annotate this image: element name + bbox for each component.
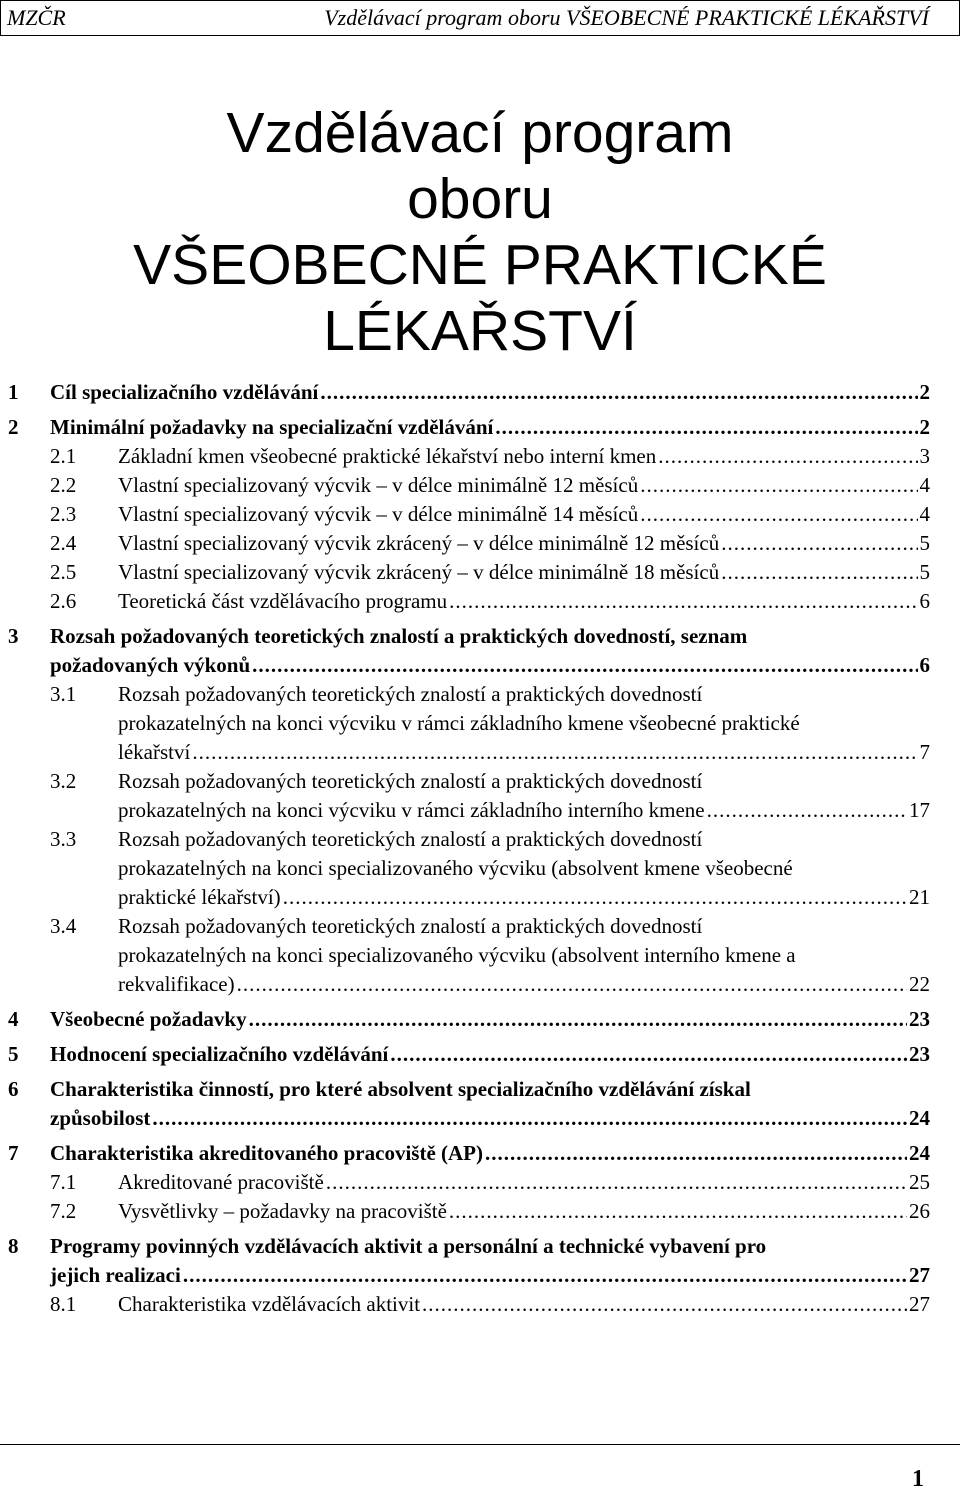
toc-entry-text	[118, 500, 930, 529]
toc-entry-line: Vlastní specializovaný výcvik zkrácený – v délce minimálně 18 měsíců	[118, 560, 720, 584]
toc-entry-page: 6	[919, 653, 930, 677]
toc-entry-text	[50, 622, 930, 680]
toc-entry-line: praktické lékařství)	[118, 885, 281, 909]
toc-entry-number: 7	[8, 1141, 19, 1165]
dot-leader	[707, 796, 907, 825]
toc-entry-text	[118, 767, 930, 825]
document-title	[0, 100, 960, 364]
dot-leader	[640, 500, 917, 529]
toc-entry-number: 4	[8, 1007, 19, 1031]
dot-leader	[152, 1104, 907, 1133]
title-line: oboru	[407, 167, 553, 231]
toc-entry-text	[118, 912, 930, 999]
toc-entry-number: 1	[8, 380, 19, 404]
toc-entry-number: 2.5	[50, 560, 77, 584]
toc-entry-page: 6	[919, 589, 930, 613]
dot-leader	[495, 413, 917, 442]
toc-entry-text	[50, 1232, 930, 1290]
toc-entry-number: 3.1	[50, 682, 77, 706]
dot-leader	[449, 1197, 907, 1226]
page-header	[0, 0, 960, 36]
toc-entry-page: 21	[909, 885, 930, 909]
toc-entry-page: 17	[909, 798, 930, 822]
toc-entry-page: 5	[919, 560, 930, 584]
toc-entry-number: 5	[8, 1042, 19, 1066]
toc-entry-number: 3.3	[50, 827, 77, 851]
toc-entry-text	[118, 1290, 930, 1319]
toc-entry-page: 2	[919, 415, 930, 439]
toc-entry-text	[118, 529, 930, 558]
dot-leader	[183, 1261, 907, 1290]
toc-entry-number: 8.1	[50, 1292, 77, 1316]
toc-entry-text	[118, 442, 930, 471]
title-line: Vzdělávací program	[226, 101, 734, 165]
toc-entry-text	[50, 1005, 930, 1034]
toc-entry-text	[50, 1040, 930, 1069]
toc-entry-number: 3.4	[50, 914, 77, 938]
toc-entry-number: 2.3	[50, 502, 77, 526]
dot-leader	[320, 378, 917, 407]
toc-entry-page: 25	[909, 1170, 930, 1194]
toc-entry-text	[50, 413, 930, 442]
toc-entry-line: jejich realizaci	[50, 1263, 181, 1287]
toc-entry-line: Hodnocení specializačního vzdělávání	[50, 1042, 389, 1066]
toc-entry-line: prokazatelných na konci výcviku v rámci základního kmene všeobecné praktické	[118, 711, 800, 735]
dot-leader	[721, 529, 917, 558]
title-line: VŠEOBECNÉ PRAKTICKÉ	[133, 233, 827, 297]
toc-entry-number: 6	[8, 1077, 19, 1101]
toc-entry-line: lékařství	[118, 740, 191, 764]
toc-entry-page: 23	[909, 1007, 930, 1031]
toc-entry-line: Všeobecné požadavky	[50, 1007, 247, 1031]
toc-entry-text	[118, 558, 930, 587]
toc-entry-page: 4	[919, 473, 930, 497]
toc-entry-page: 27	[909, 1292, 930, 1316]
toc-entry-page: 24	[909, 1106, 930, 1130]
toc-entry-number: 2.6	[50, 589, 77, 613]
toc-entry-line: Vlastní specializovaný výcvik – v délce minimálně 14 měsíců	[118, 502, 639, 526]
toc-entry-line: Rozsah požadovaných teoretických znalostí a praktických dovedností	[118, 914, 703, 938]
toc-entry-text	[118, 471, 930, 500]
dot-leader	[390, 1040, 907, 1069]
toc-entry-text	[118, 1168, 930, 1197]
toc-entry-line: prokazatelných na konci specializovaného výcviku (absolvent interního kmene a	[118, 943, 796, 967]
toc-entry-line: prokazatelných na konci specializovaného výcviku (absolvent kmene všeobecné	[118, 856, 793, 880]
toc-entry-line: Rozsah požadovaných teoretických znalostí a praktických dovedností	[118, 769, 703, 793]
toc-entry-page: 2	[919, 380, 930, 404]
toc-entry-text	[50, 378, 930, 407]
toc-entry-number: 2.1	[50, 444, 77, 468]
toc-entry-page: 26	[909, 1199, 930, 1223]
toc-entry-page: 23	[909, 1042, 930, 1066]
toc-entry-page: 4	[919, 502, 930, 526]
toc-entry-page: 7	[919, 740, 930, 764]
toc-entry-page: 22	[909, 972, 930, 996]
dot-leader	[252, 651, 917, 680]
toc-entry-number: 3	[8, 624, 19, 648]
toc-entry-text	[50, 1075, 930, 1133]
toc-entry-line: Vlastní specializovaný výcvik – v délce minimálně 12 měsíců	[118, 473, 639, 497]
header-left-text: MZČR	[7, 5, 66, 30]
toc-entry-line: rekvalifikace)	[118, 972, 235, 996]
toc-entry-line: Základní kmen všeobecné praktické lékařství nebo interní kmen	[118, 444, 657, 468]
title-line: LÉKAŘSTVÍ	[323, 299, 637, 363]
toc-entry-line: Vlastní specializovaný výcvik zkrácený – v délce minimálně 12 měsíců	[118, 531, 720, 555]
toc-entry-line: Charakteristika činností, pro které absolvent specializačního vzdělávání získal	[50, 1077, 751, 1101]
dot-leader	[422, 1290, 907, 1319]
dot-leader	[640, 471, 917, 500]
dot-leader	[658, 442, 917, 471]
dot-leader	[721, 558, 917, 587]
toc-entry-line: Rozsah požadovaných teoretických znalostí a praktických dovedností	[118, 682, 703, 706]
toc-entry-line: požadovaných výkonů	[50, 653, 251, 677]
toc-entry-number: 2.2	[50, 473, 77, 497]
dot-leader	[326, 1168, 907, 1197]
dot-leader	[192, 738, 917, 767]
toc-entry-line: Akreditované pracoviště	[118, 1170, 324, 1194]
toc-entry-text	[118, 587, 930, 616]
toc-entry-page: 27	[909, 1263, 930, 1287]
toc-entry-line: Minimální požadavky na specializační vzdělávání	[50, 415, 494, 439]
footer-divider	[0, 1444, 960, 1445]
toc-entry-line: Charakteristika vzdělávacích aktivit	[118, 1292, 421, 1316]
dot-leader	[485, 1139, 907, 1168]
toc-entry-page: 24	[909, 1141, 930, 1165]
toc-entry-text	[118, 680, 930, 767]
toc-entry-page: 3	[919, 444, 930, 468]
dot-leader	[237, 970, 907, 999]
toc-entry-page: 5	[919, 531, 930, 555]
header-right-text: Vzdělávací program oboru VŠEOBECNÉ PRAKTICKÉ LÉKAŘSTVÍ	[324, 5, 929, 30]
toc-entry-line: prokazatelných na konci výcviku v rámci základního interního kmene	[118, 798, 705, 822]
toc-entry-number: 2.4	[50, 531, 77, 555]
toc-entry-text	[118, 1197, 930, 1226]
dot-leader	[449, 587, 917, 616]
toc-entry-number: 7.1	[50, 1170, 77, 1194]
toc-entry-line: Rozsah požadovaných teoretických znalostí a praktických dovedností, seznam	[50, 624, 748, 648]
toc-entry-line: Programy povinných vzdělávacích aktivit a personální a technické vybavení pro	[50, 1234, 767, 1258]
toc-entry-line: Cíl specializačního vzdělávání	[50, 380, 319, 404]
toc-entry-number: 8	[8, 1234, 19, 1258]
toc-entry-line: Vysvětlivky – požadavky na pracoviště	[118, 1199, 447, 1223]
toc-entry-line: Charakteristika akreditovaného pracoviště (AP)	[50, 1141, 483, 1165]
toc-entry-number: 2	[8, 415, 19, 439]
toc-entry-line: způsobilost	[50, 1106, 151, 1130]
toc-entry-line: Rozsah požadovaných teoretických znalostí a praktických dovedností	[118, 827, 703, 851]
toc-entry-line: Teoretická část vzdělávacího programu	[118, 589, 448, 613]
toc-entry-number: 7.2	[50, 1199, 77, 1223]
footer-page-number: 1	[912, 1466, 924, 1492]
dot-leader	[249, 1005, 907, 1034]
toc-entry-text	[118, 825, 930, 912]
toc-entry-number: 3.2	[50, 769, 77, 793]
toc-entry-text	[50, 1139, 930, 1168]
dot-leader	[283, 883, 907, 912]
